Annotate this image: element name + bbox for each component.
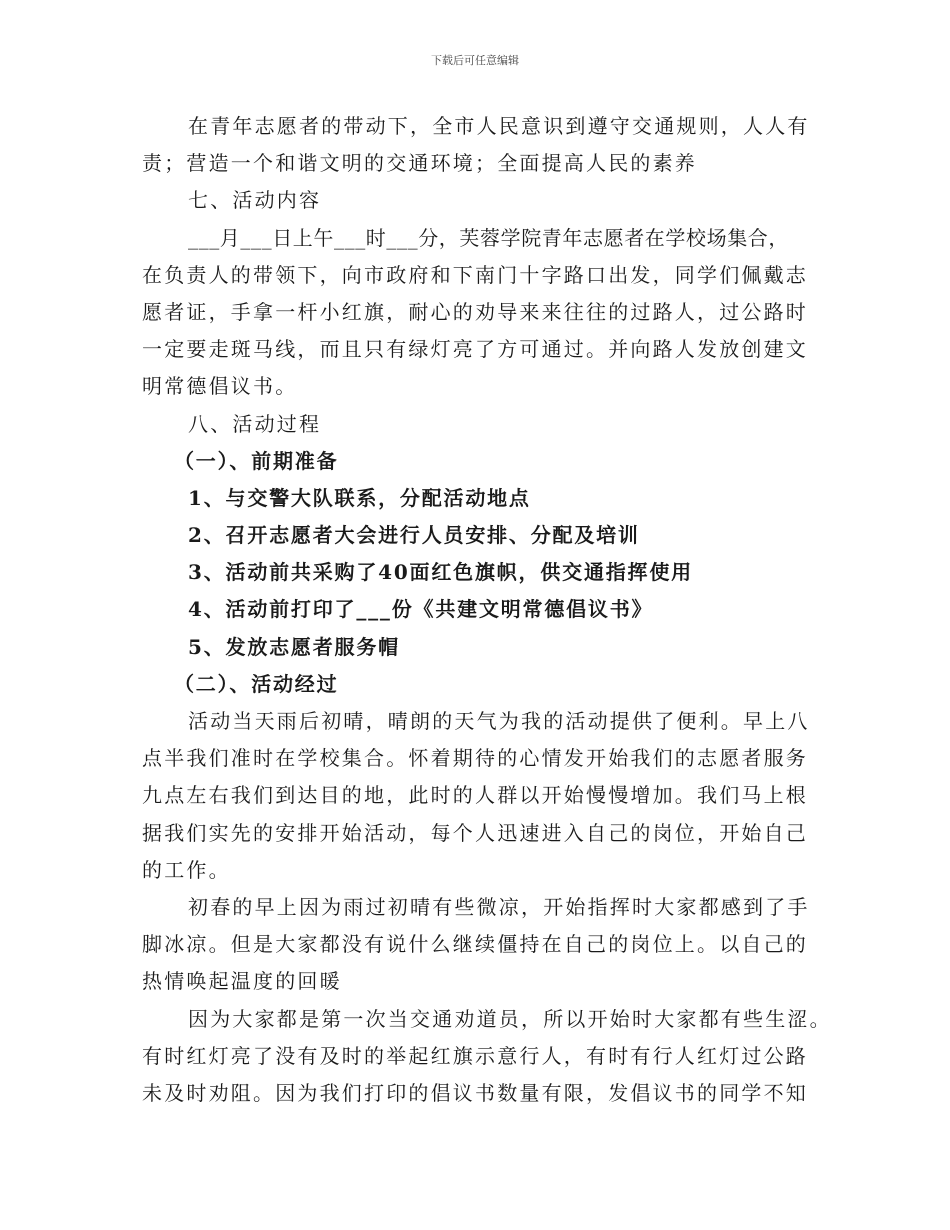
paragraph-line: 一定要走斑马线，而且只有绿灯亮了方可通过。并向路人发放创建文 <box>142 337 808 362</box>
paragraph-line: 在负责人的带领下，向市政府和下南门十字路口出发，同学们佩戴志 <box>142 262 808 287</box>
list-item: 3、活动前共采购了40面红色旗帜，供交通指挥使用 <box>188 560 693 585</box>
paragraph-line: 点半我们准时在学校集合。怀着期待的心情发开始我们的志愿者服务 <box>142 746 808 771</box>
paragraph-line: 九点左右我们到达目的地，此时的人群以开始慢慢增加。我们马上根 <box>142 783 808 808</box>
document-body <box>142 108 832 1112</box>
paragraph-line: 活动当天雨后初晴，晴朗的天气为我的活动提供了便利。早上八 <box>188 709 810 733</box>
paragraph-line: 未及时劝阻。因为我们打印的倡议书数量有限，发倡议书的同学不知 <box>142 1080 808 1105</box>
paragraph-line: 有时红灯亮了没有及时的举起红旗示意行人，有时有行人红灯过公路 <box>142 1043 808 1068</box>
section-heading: 七、活动内容 <box>188 188 322 213</box>
page-header: 下载后可任意编辑 <box>431 54 519 67</box>
paragraph-line: 脚冰凉。但是大家都没有说什么继续僵持在自己的岗位上。以自己的 <box>142 932 808 957</box>
paragraph-line: 初春的早上因为雨过初晴有些微凉，开始指挥时大家都感到了手 <box>188 894 810 919</box>
list-item: 5、发放志愿者服务帽 <box>188 634 400 659</box>
paragraph-line: 在青年志愿者的带动下，全市人民意识到遵守交通规则，人人有 <box>188 114 810 138</box>
paragraph-line: 明常德倡议书。 <box>142 374 298 399</box>
paragraph-line: 的工作。 <box>142 857 231 882</box>
list-item: 1、与交警大队联系，分配活动地点 <box>188 485 531 510</box>
paragraph-line: 据我们实先的安排开始活动，每个人迅速进入自己的岗位，开始自己 <box>142 820 808 845</box>
subsection-heading: （二）、活动经过 <box>174 671 339 696</box>
paragraph-line: ___月___日上午___时___分，芙蓉学院青年志愿者在学校场集合， <box>188 225 789 250</box>
paragraph-line: 热情唤起温度的回暖 <box>142 969 342 994</box>
paragraph-line: 因为大家都是第一次当交通劝道员，所以开始时大家都有些生涩。 <box>188 1006 832 1031</box>
list-item: 4、活动前打印了___份《共建文明常德倡议书》 <box>188 597 654 622</box>
section-heading: 八、活动过程 <box>188 411 322 436</box>
paragraph-line: 愿者证，手拿一杆小红旗，耐心的劝导来来往往的过路人，过公路时 <box>142 299 808 324</box>
subsection-heading: （一）、前期准备 <box>174 448 339 473</box>
paragraph-line: 责；营造一个和谐文明的交通环境；全面提高人民的素养 <box>142 151 697 176</box>
list-item: 2、召开志愿者大会进行人员安排、分配及培训 <box>188 523 640 548</box>
